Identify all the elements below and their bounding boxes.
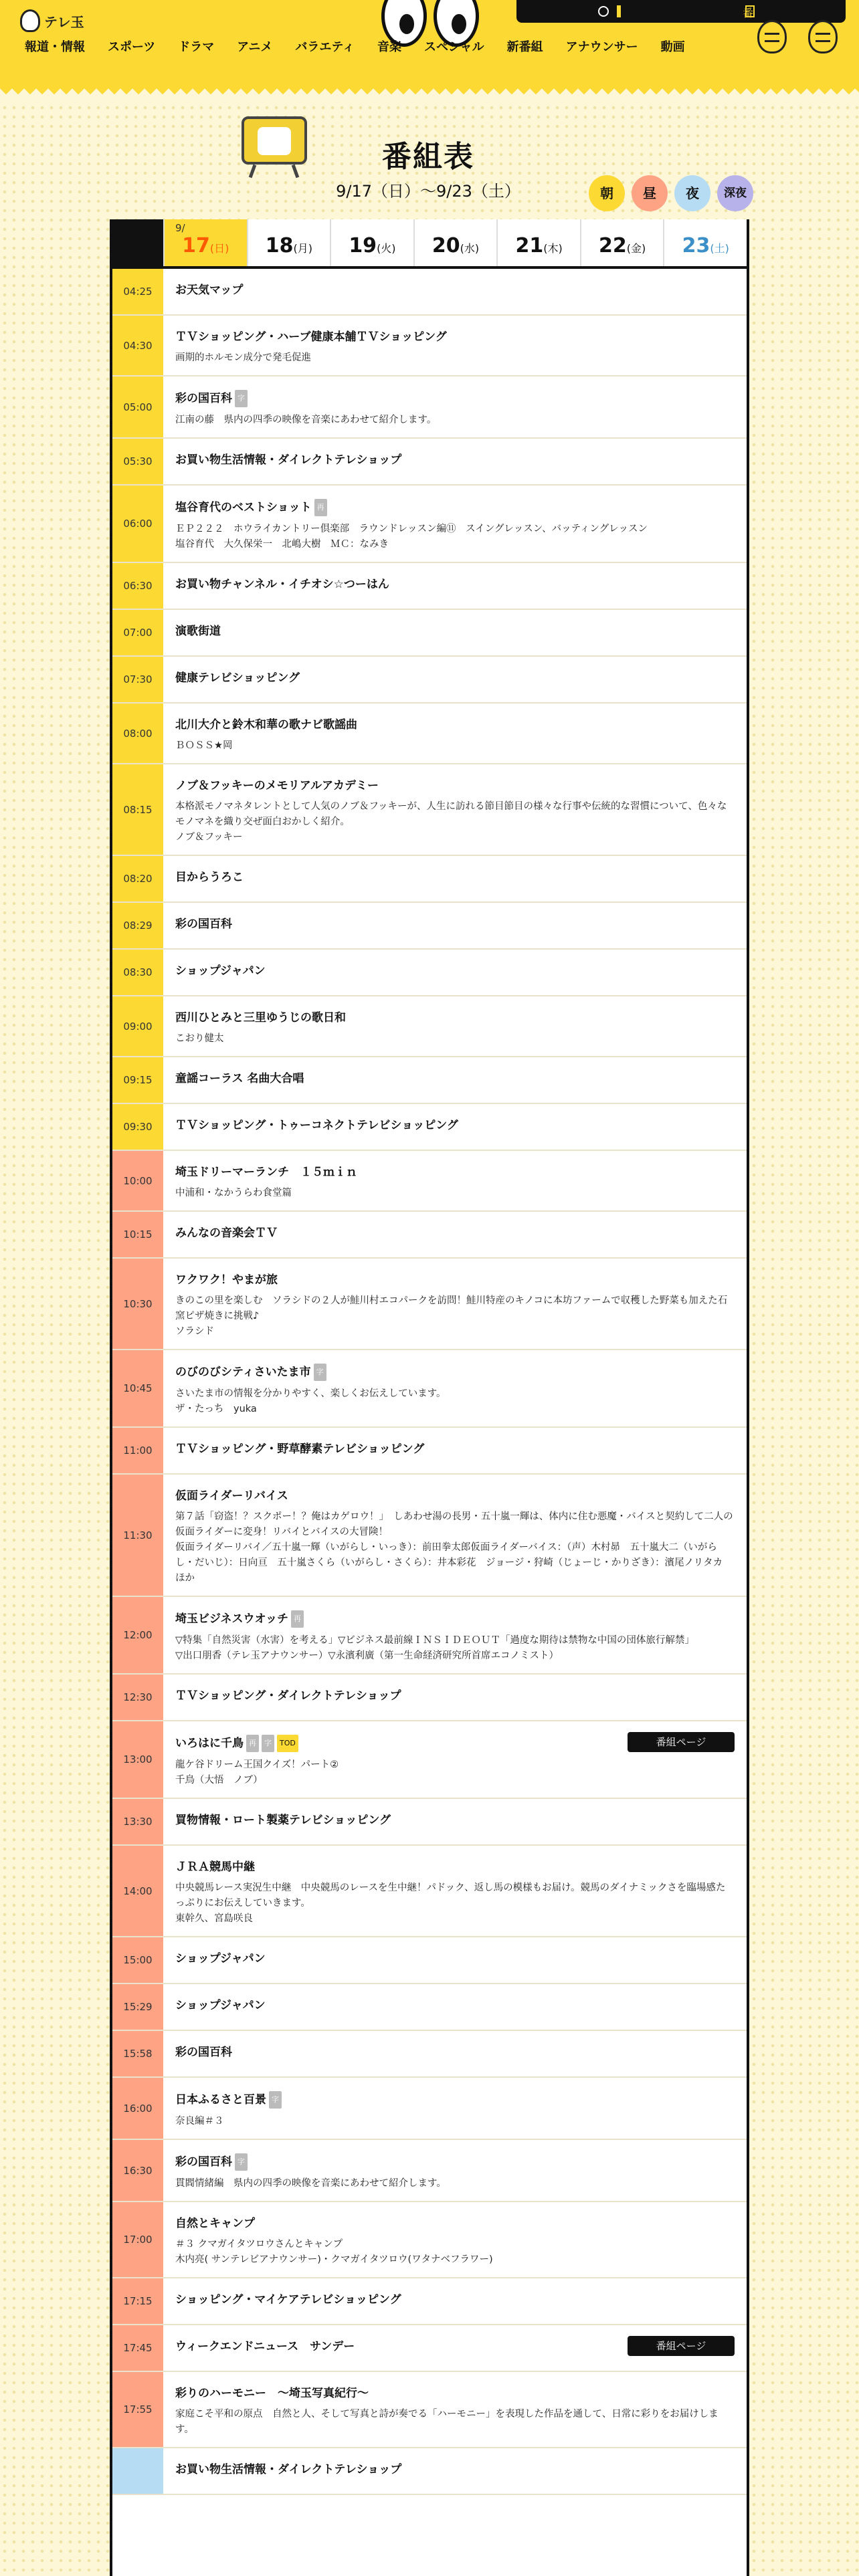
tab-day: 23 bbox=[682, 234, 710, 257]
program-time: 06:30 bbox=[112, 563, 163, 609]
program-row[interactable] bbox=[112, 950, 747, 996]
program-description: ザ・たっち yuka bbox=[175, 1404, 257, 1414]
day-tab[interactable] bbox=[663, 219, 747, 266]
program-title[interactable]: お買い物生活情報・ダイレクトテレショップ bbox=[175, 2463, 402, 2476]
top-bar bbox=[516, 0, 846, 23]
program-description: 千鳥（大悟 ノブ） bbox=[175, 1775, 263, 1786]
program-description: 第７話「窃盗！？スクポー！？俺はカゲロウ！」 しあわせ湯の長男・五十嵐一輝は、体内に住む悪魔・バイスと契約して二人の仮面ライダーに変身！リバイとバイスの大冒険！ bbox=[175, 1511, 733, 1537]
program-badge: 字 bbox=[235, 2153, 248, 2171]
program-time: 16:00 bbox=[112, 2078, 163, 2139]
program-time: 17:45 bbox=[112, 2325, 163, 2371]
program-title[interactable]: ウィークエンドニュース サンデー bbox=[175, 2340, 355, 2353]
program-row[interactable] bbox=[112, 657, 747, 704]
time-of-day-button[interactable]: 夜 bbox=[674, 175, 710, 211]
program-description: ソラシド bbox=[175, 1326, 214, 1337]
program-badge: 再 bbox=[314, 499, 327, 516]
program-row[interactable] bbox=[112, 2325, 747, 2372]
day-tab[interactable] bbox=[580, 219, 664, 266]
header-zigzag-edge bbox=[0, 88, 859, 100]
program-description: ＢＯＳＳ★岡 bbox=[175, 740, 233, 751]
program-title[interactable]: ショップジャパン bbox=[175, 1999, 266, 2012]
program-description: 中央競馬レース実況生中継 中央競馬のレースを生中継！パドック、返し馬の模様もお届け。競馬のダイナミックさを臨場感たっぷりにお伝えしていきます。 bbox=[175, 1883, 726, 1909]
nav-item[interactable]: スペシャル bbox=[423, 40, 484, 54]
program-description: 画期的ホルモン成分で発毛促進 bbox=[175, 352, 311, 363]
tab-weekday: (月) bbox=[293, 242, 312, 255]
program-description: ＃３ クマガイタツロウさんとキャンプ bbox=[175, 2239, 343, 2250]
program-time: 13:00 bbox=[112, 1721, 163, 1798]
program-title[interactable]: 彩の国百科 bbox=[175, 2155, 232, 2169]
program-badge: 字 bbox=[314, 1364, 326, 1381]
program-title[interactable]: 埼玉ドリーマーランチ １５ｍｉｎ bbox=[175, 1166, 357, 1179]
nav-item[interactable]: アニメ bbox=[237, 40, 273, 54]
program-row[interactable] bbox=[112, 1984, 747, 2031]
program-description: 江南の藤 県内の四季の映像を音楽にあわせて紹介します。 bbox=[175, 415, 437, 425]
program-title[interactable]: 仮面ライダーリバイス bbox=[175, 1489, 288, 1503]
program-row[interactable] bbox=[112, 269, 747, 316]
tab-day: 17 bbox=[182, 234, 210, 257]
program-description: さいたま市の情報を分かりやすく、楽しくお伝えしています。 bbox=[175, 1388, 446, 1399]
program-row[interactable] bbox=[112, 1151, 747, 1212]
program-row[interactable] bbox=[112, 1350, 747, 1428]
program-time: 12:00 bbox=[112, 1597, 163, 1673]
nav-item[interactable]: 音楽 bbox=[377, 40, 401, 54]
program-time: 08:29 bbox=[112, 903, 163, 948]
program-title[interactable]: 演歌街道 bbox=[175, 625, 221, 638]
program-row[interactable] bbox=[112, 2372, 747, 2448]
nav-item[interactable]: スポーツ bbox=[108, 40, 156, 54]
program-description: 龍ケ谷ドリーム王国クイズ！パート② bbox=[175, 1759, 339, 1770]
program-row[interactable] bbox=[112, 764, 747, 856]
program-time: 10:45 bbox=[112, 1350, 163, 1426]
program-title[interactable]: 彩りのハーモニー 〜埼玉写真紀行〜 bbox=[175, 2387, 369, 2400]
program-title[interactable]: 童謡コーラス 名曲大合唱 bbox=[175, 1072, 304, 1085]
program-title[interactable]: ショップジャパン bbox=[175, 1952, 266, 1965]
program-description: 東幹久、宮島咲良 bbox=[175, 1913, 253, 1924]
program-description: 家庭こそ平和の原点 自然と人、そして写真と詩が奏でる「ハーモニー」を表現した作品を通して、日常に彩りをお届けします。 bbox=[175, 2409, 719, 2435]
program-title[interactable]: 目からうろこ bbox=[175, 871, 244, 884]
program-row[interactable] bbox=[112, 2202, 747, 2278]
program-time: 05:00 bbox=[112, 377, 163, 437]
program-title[interactable]: 彩の国百科 bbox=[175, 918, 232, 931]
program-title[interactable]: 西川ひとみと三里ゆうじの歌日和 bbox=[175, 1011, 346, 1025]
program-time: 08:00 bbox=[112, 704, 163, 763]
program-description: 貫閻情緒編 県内の四季の映像を音楽にあわせて紹介します。 bbox=[175, 2178, 446, 2189]
program-page-button[interactable]: 番組ページ bbox=[628, 2336, 735, 2356]
program-time: 05:30 bbox=[112, 439, 163, 484]
program-row[interactable] bbox=[112, 856, 747, 903]
program-title[interactable]: みんなの音楽会ＴＶ bbox=[175, 1226, 278, 1240]
mascot-menu-icon[interactable] bbox=[757, 20, 787, 53]
program-row[interactable] bbox=[112, 1846, 747, 1937]
program-row[interactable] bbox=[112, 1475, 747, 1597]
program-time: 14:00 bbox=[112, 1846, 163, 1936]
program-time: 10:00 bbox=[112, 1151, 163, 1210]
program-title[interactable]: 買物情報・ロート製薬テレビショッピング bbox=[175, 1814, 391, 1827]
program-badge: 再 bbox=[291, 1610, 304, 1628]
tab-weekday: (日) bbox=[209, 242, 229, 255]
program-time: 09:30 bbox=[112, 1104, 163, 1150]
tab-day: 18 bbox=[265, 234, 294, 257]
program-time: 17:55 bbox=[112, 2372, 163, 2447]
program-time: 08:30 bbox=[112, 950, 163, 995]
program-row[interactable] bbox=[112, 486, 747, 563]
time-of-day-nav bbox=[589, 175, 753, 211]
day-tab[interactable] bbox=[247, 219, 330, 266]
tab-day: 19 bbox=[349, 234, 377, 257]
program-time: 09:15 bbox=[112, 1057, 163, 1103]
program-time: 04:25 bbox=[112, 269, 163, 314]
program-row[interactable] bbox=[112, 1675, 747, 1721]
program-row[interactable] bbox=[112, 2031, 747, 2078]
program-row[interactable] bbox=[112, 1212, 747, 1259]
time-of-day-button[interactable]: 朝 bbox=[589, 175, 625, 211]
day-tab[interactable] bbox=[496, 219, 580, 266]
program-title[interactable]: 塩谷育代のベストショット bbox=[175, 501, 312, 514]
program-title[interactable]: ＴＶショッピング・野草酵素テレビショッピング bbox=[175, 1442, 425, 1456]
program-description: 塩谷育代 大久保栄一 北嶋大樹 ＭＣ：なみき bbox=[175, 539, 389, 550]
program-time: 10:30 bbox=[112, 1259, 163, 1349]
program-title[interactable]: ワクワク！やまが旅 bbox=[175, 1273, 278, 1287]
program-title[interactable]: 彩の国百科 bbox=[175, 392, 232, 405]
program-row[interactable] bbox=[112, 1428, 747, 1475]
program-time bbox=[112, 2448, 163, 2494]
page-title: 番組表 bbox=[382, 140, 474, 174]
tab-day: 20 bbox=[432, 234, 460, 257]
program-title[interactable]: のびのびシティさいたま市 bbox=[175, 1366, 311, 1379]
program-title[interactable]: ＪＲＡ競馬中継 bbox=[175, 1860, 255, 1874]
day-tab[interactable] bbox=[330, 219, 413, 266]
tab-weekday: (火) bbox=[377, 242, 396, 255]
program-time: 15:29 bbox=[112, 1984, 163, 2030]
program-description: 木内亮( サンテレビアナウンサー)・クマガイタツロウ(ワタナベフラワー) bbox=[175, 2254, 493, 2265]
clock-icon[interactable] bbox=[598, 6, 609, 17]
program-time: 13:30 bbox=[112, 1799, 163, 1844]
nav-item[interactable]: 報道・情報 bbox=[25, 40, 85, 54]
tv-mascot-icon bbox=[237, 112, 311, 179]
program-title[interactable]: ＴＶショッピング・ハーブ健康本舗ＴＶショッピング bbox=[175, 330, 447, 344]
site-logo[interactable] bbox=[20, 9, 84, 32]
program-description: ▽特集「自然災害（水害）を考える」▽ビジネス最前線ＩＮＳＩＤＥＯＵＴ「過度な期待は禁物な中国の団体旅行解禁」 bbox=[175, 1635, 694, 1646]
program-title[interactable]: お買い物生活情報・ダイレクトテレショップ bbox=[175, 453, 402, 467]
nav-item[interactable]: 動画 bbox=[660, 40, 685, 54]
program-title[interactable]: ショップジャパン bbox=[175, 964, 266, 978]
program-title[interactable]: ノブ＆フッキーのメモリアルアカデミー bbox=[175, 779, 379, 792]
program-time: 04:30 bbox=[112, 316, 163, 375]
time-of-day-button[interactable]: 深夜 bbox=[717, 175, 753, 211]
program-title[interactable]: 彩の国百科 bbox=[175, 2046, 232, 2059]
program-time: 15:58 bbox=[112, 2031, 163, 2076]
program-title[interactable]: 北川大介と鈴木和華の歌ナビ歌謡曲 bbox=[175, 718, 357, 732]
top-bar-label[interactable]: 番 bbox=[743, 7, 754, 19]
program-title[interactable]: ショッピング・マイケアテレビショッピング bbox=[175, 2293, 401, 2306]
program-row[interactable] bbox=[112, 996, 747, 1057]
site-header bbox=[0, 0, 859, 100]
nav-item[interactable]: ドラマ bbox=[178, 40, 215, 54]
mascot-icon bbox=[20, 9, 40, 32]
logo-text: テレ玉 bbox=[44, 13, 84, 30]
day-tabs bbox=[110, 219, 749, 269]
program-time: 11:30 bbox=[112, 1475, 163, 1596]
program-title[interactable]: 自然とキャンプ bbox=[175, 2217, 255, 2230]
program-title[interactable]: ＴＶショッピング・ダイレクトテレショップ bbox=[175, 1689, 401, 1703]
program-description: 仮面ライダーリバイ／五十嵐一輝（いがらし・いっき）：前田拳太郎仮面ライダーバイス：（声）木村昴 五十嵐大二（いがらし・だいじ）：日向亘 五十嵐さくら（いがらし・さくら）：井本彩花 ジョージ・狩崎（じょーじ・かりざき）：濱尾ノリタカ ほか bbox=[175, 1542, 733, 1584]
program-description: きのこの里を楽しむ ソラシドの２人が鮭川村エコパークを訪問！鮭川特産のキノコに本坊ファームで収穫した野菜も加えた石窯ピザ焼きに挑戦♪ bbox=[175, 1295, 728, 1321]
time-of-day-button[interactable]: 昼 bbox=[632, 175, 668, 211]
program-row[interactable] bbox=[112, 563, 747, 610]
program-title[interactable]: 日本ふるさと百景 bbox=[175, 2093, 266, 2107]
tab-weekday: (木) bbox=[543, 242, 563, 255]
program-time: 15:00 bbox=[112, 1937, 163, 1983]
nav-item[interactable]: アナウンサー bbox=[565, 40, 638, 54]
program-badge: 再 bbox=[246, 1735, 259, 1752]
program-time: 16:30 bbox=[112, 2140, 163, 2201]
program-time: 08:15 bbox=[112, 764, 163, 855]
program-time: 08:20 bbox=[112, 856, 163, 901]
program-badge: 字 bbox=[235, 390, 248, 407]
tab-weekday: (土) bbox=[710, 242, 729, 255]
program-row[interactable] bbox=[112, 1799, 747, 1846]
program-time: 09:00 bbox=[112, 996, 163, 1056]
program-description: 奈良編＃３ bbox=[175, 2116, 224, 2127]
program-row[interactable] bbox=[112, 2078, 747, 2140]
program-badge: 字 bbox=[269, 2091, 282, 2109]
day-tab[interactable] bbox=[163, 219, 247, 266]
program-list bbox=[110, 269, 749, 2576]
program-row[interactable] bbox=[112, 439, 747, 486]
program-time: 17:15 bbox=[112, 2278, 163, 2324]
program-description: ＥＰ２２２ ホウライカントリー倶楽部 ラウンドレッスン編⑪ スイングレッスン、バッティングレッスン bbox=[175, 524, 648, 534]
program-title[interactable]: 健康テレビショッピング bbox=[175, 671, 300, 685]
program-description: ノブ＆フッキー bbox=[175, 832, 243, 843]
program-row[interactable] bbox=[112, 1104, 747, 1151]
mascot-search-icon[interactable] bbox=[808, 20, 838, 53]
tab-month: 9/ bbox=[175, 222, 185, 234]
program-row[interactable] bbox=[112, 1259, 747, 1350]
program-time: 07:00 bbox=[112, 610, 163, 655]
program-badge: 字 bbox=[262, 1735, 274, 1752]
bar-icon bbox=[617, 5, 621, 17]
program-row[interactable] bbox=[112, 1057, 747, 1104]
program-row[interactable] bbox=[112, 377, 747, 439]
program-row[interactable] bbox=[112, 316, 747, 377]
program-row[interactable] bbox=[112, 704, 747, 764]
program-page-button[interactable]: 番組ページ bbox=[628, 1732, 735, 1752]
program-row[interactable] bbox=[112, 1597, 747, 1675]
program-time: 11:00 bbox=[112, 1428, 163, 1473]
program-time: 12:30 bbox=[112, 1675, 163, 1720]
program-title[interactable]: お買い物チャンネル・イチオシ☆つーはん bbox=[175, 578, 389, 591]
day-tab[interactable] bbox=[413, 219, 497, 266]
program-row[interactable] bbox=[112, 1937, 747, 1984]
program-description: こおり健太 bbox=[175, 1033, 224, 1044]
date-range: 9/17（日）〜9/23（土） bbox=[336, 182, 520, 201]
program-description: 本格派モノマネタレントとして人気のノブ＆フッキーが、人生に訪れる節目節目の様々な行事や伝統的な習慣について、色々なモノマネを織り交ぜ面白おかしく紹介。 bbox=[175, 801, 727, 827]
nav-item[interactable]: バラエティ bbox=[295, 40, 355, 54]
program-row[interactable] bbox=[112, 2278, 747, 2325]
program-time: 10:15 bbox=[112, 1212, 163, 1257]
program-title[interactable]: 埼玉ビジネスウオッチ bbox=[175, 1612, 288, 1626]
program-title[interactable]: お天気マップ bbox=[175, 284, 244, 297]
program-row[interactable] bbox=[112, 1721, 747, 1799]
program-time: 06:00 bbox=[112, 486, 163, 562]
tab-corner bbox=[112, 219, 163, 266]
program-time: 17:00 bbox=[112, 2202, 163, 2277]
program-badge: TOD bbox=[277, 1735, 298, 1752]
tab-day: 21 bbox=[515, 234, 544, 257]
program-row[interactable] bbox=[112, 2448, 747, 2495]
program-row[interactable] bbox=[112, 2140, 747, 2202]
global-nav bbox=[13, 37, 696, 55]
tab-day: 22 bbox=[599, 234, 627, 257]
program-title[interactable]: ＴＶショッピング・トゥーコネクトテレビショッピング bbox=[175, 1119, 458, 1132]
tab-weekday: (水) bbox=[460, 242, 480, 255]
program-row[interactable] bbox=[112, 610, 747, 657]
program-description: ▽出口朋香（テレ玉アナウンサー）▽永濱利廣（第一生命経済研究所首席エコノミスト） bbox=[175, 1650, 559, 1661]
tab-weekday: (金) bbox=[626, 242, 646, 255]
program-description: 中浦和・なかうらわ食堂篇 bbox=[175, 1188, 292, 1198]
nav-item[interactable]: 新番組 bbox=[506, 40, 543, 54]
program-title[interactable]: いろはに千鳥 bbox=[175, 1737, 244, 1750]
program-time: 07:30 bbox=[112, 657, 163, 702]
program-row[interactable] bbox=[112, 903, 747, 950]
